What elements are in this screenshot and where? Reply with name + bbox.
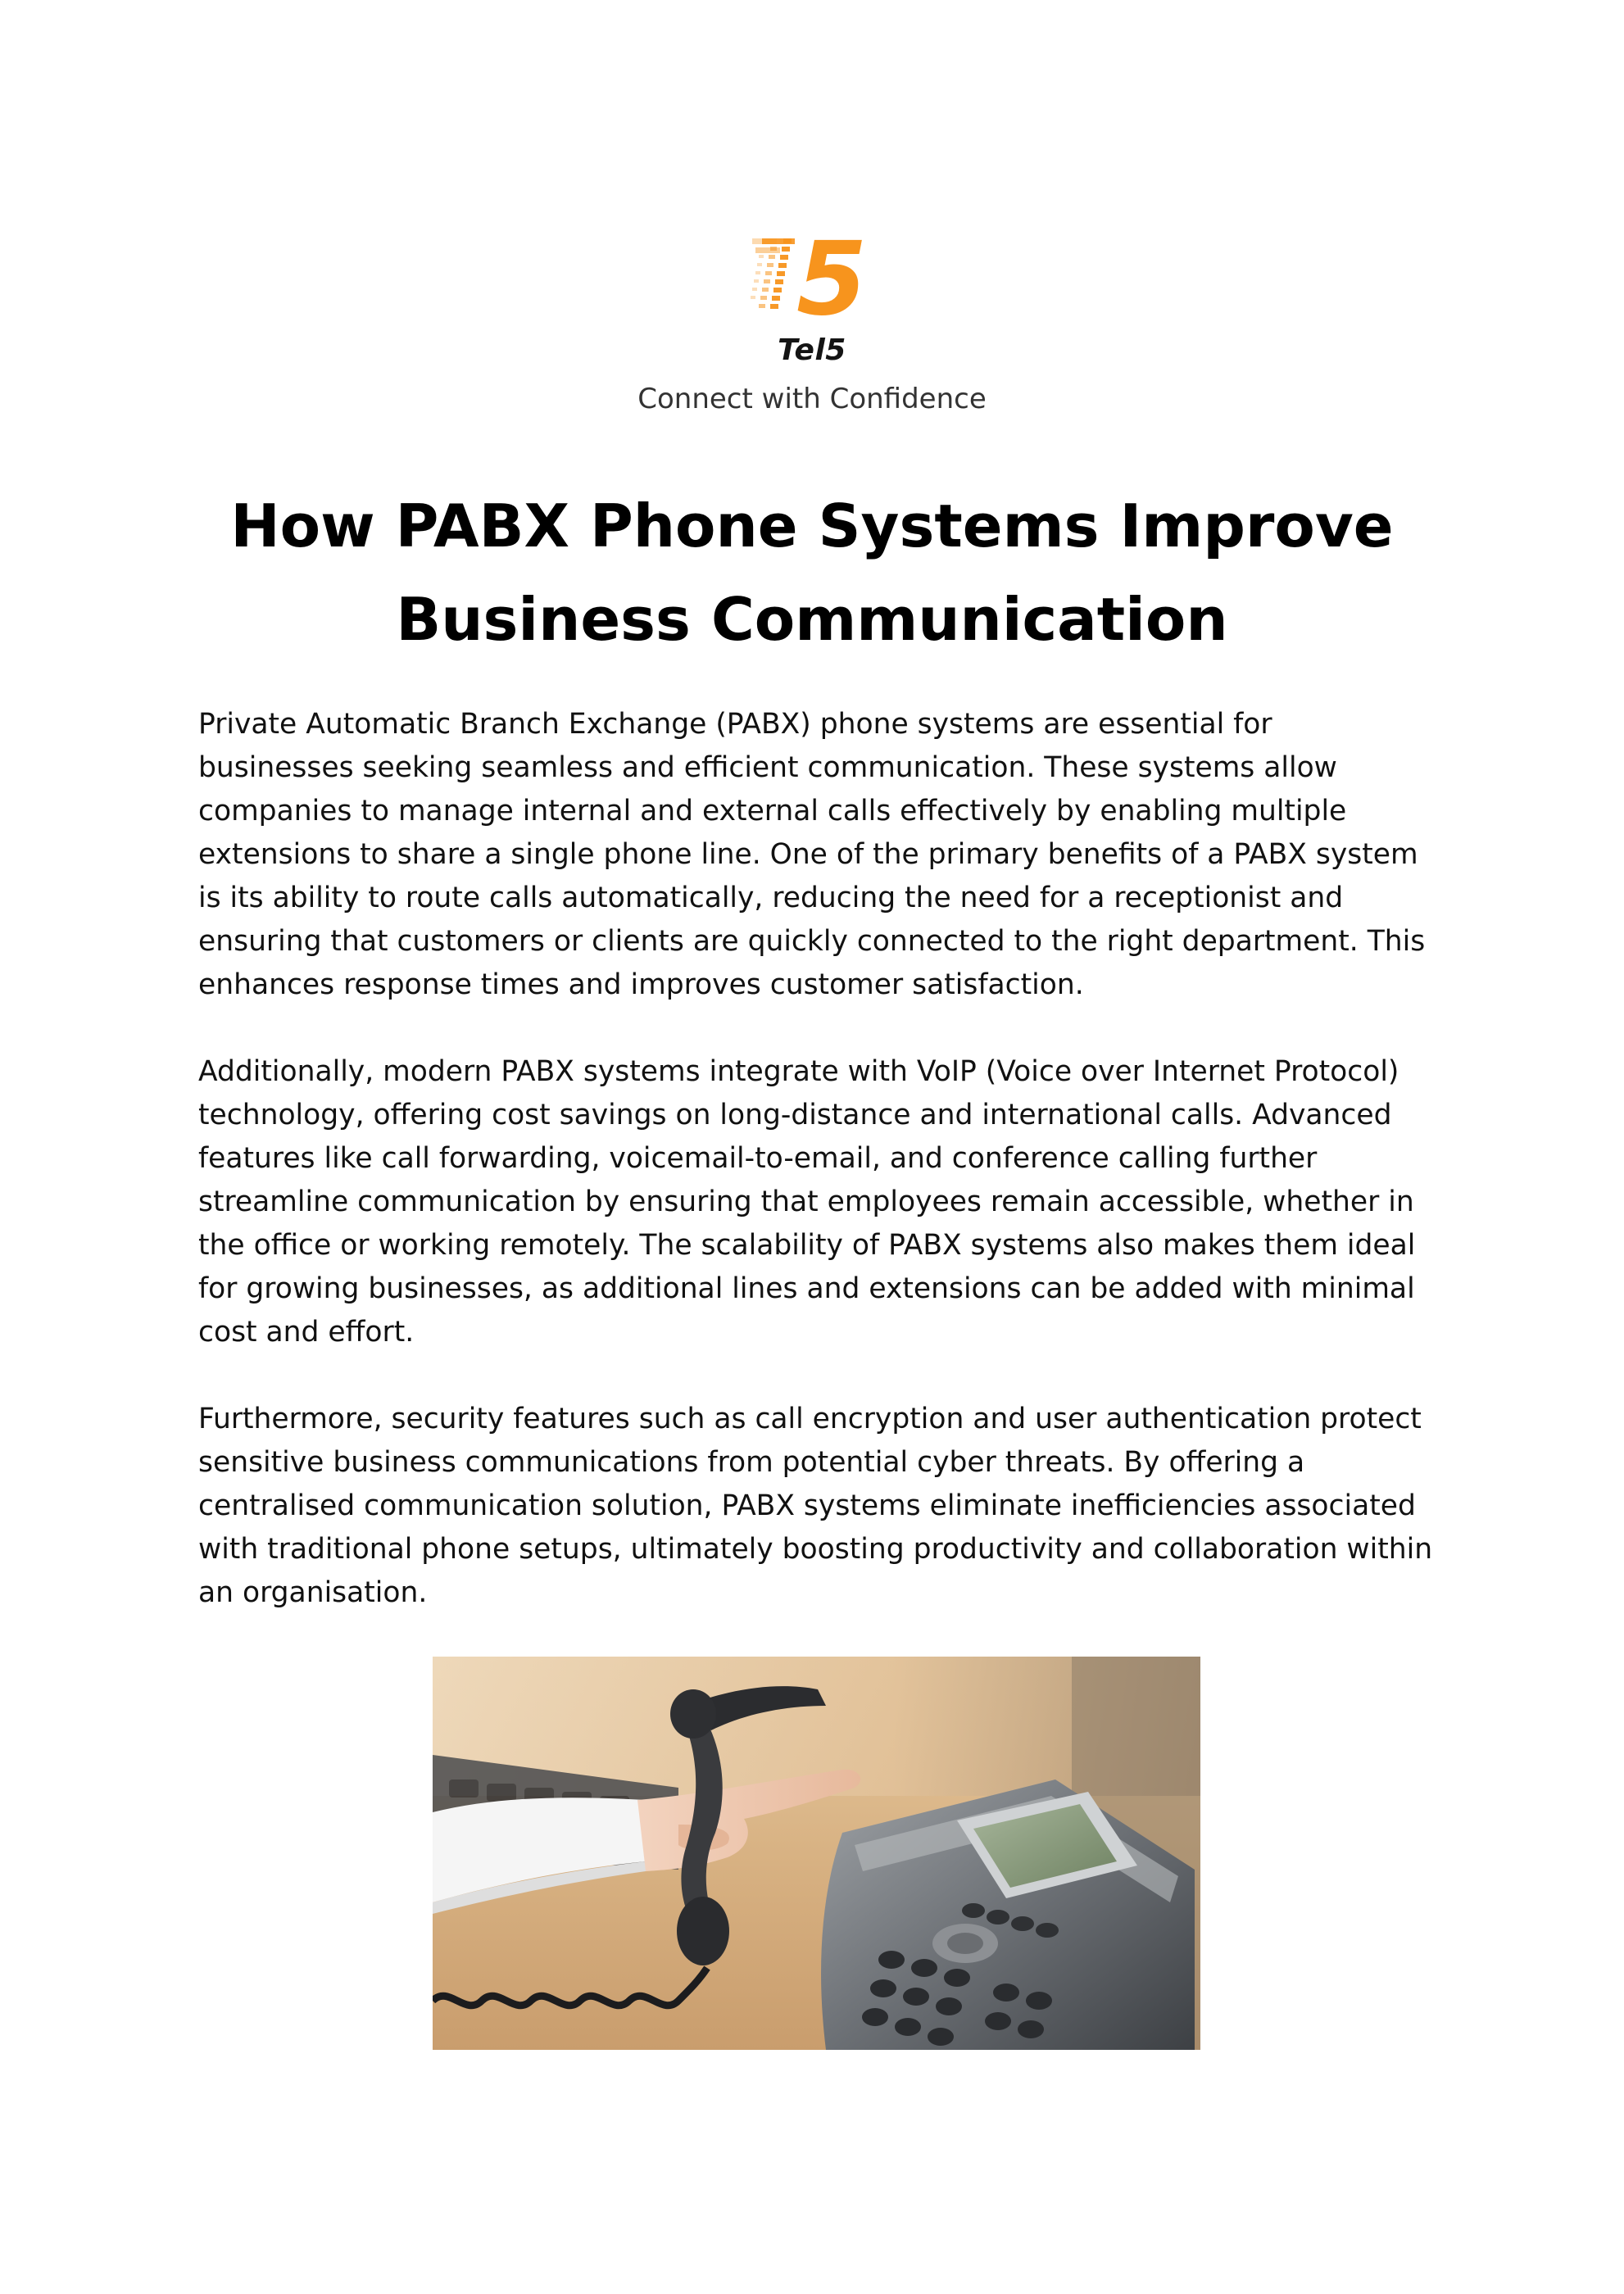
svg-text:5: 5: [796, 233, 868, 324]
paragraph-2: Additionally, modern PABX systems integrate with VoIP (Voice over Internet Protocol) technology, offering cost savings on long-distance and international calls. Advanced features like call forwarding, voicemail-to-email, and conference calling further streamline communication by ensuring that employees remain accessible, whether in the office or working remotely. The scalability of PABX systems also makes them ideal for growing businesses, as additional lines and extensions can be added with minimal cost and effort.: [198, 1055, 1416, 1349]
paragraph-3: Furthermore, security features such as call encryption and user authentication protect sensitive business communications from potential cyber threats. By offering a centralised communication solution, PABX systems eliminate inefficiencies associated with traditional phone setups, ultimately boosting productivity and collaboration within an organisation.: [198, 1403, 1433, 1609]
phone-illustration: [433, 1657, 1200, 2050]
brand-wordmark: Tel5: [778, 333, 846, 367]
article-title: How PABX Phone Systems Improve Business Communication: [230, 492, 1394, 654]
tel5-logo-icon: [746, 233, 885, 324]
desk-phone-photo: [433, 1657, 1200, 2050]
brand-tagline: Connect with Confidence: [637, 383, 987, 415]
brand-logo: [0, 233, 1624, 438]
paragraph-1: Private Automatic Branch Exchange (PABX) phone systems are essential for businesses seeking seamless and efficient communication. These systems allow companies to manage internal and external calls effectively by enabling multiple extensions to share a single phone line. One of the primary benefits of a PABX system is its ability to route calls automatically, reducing the need for a receptionist and ensuring that customers or clients are quickly connected to the right department. This enhances response times and improves customer satisfaction.: [198, 708, 1426, 1001]
